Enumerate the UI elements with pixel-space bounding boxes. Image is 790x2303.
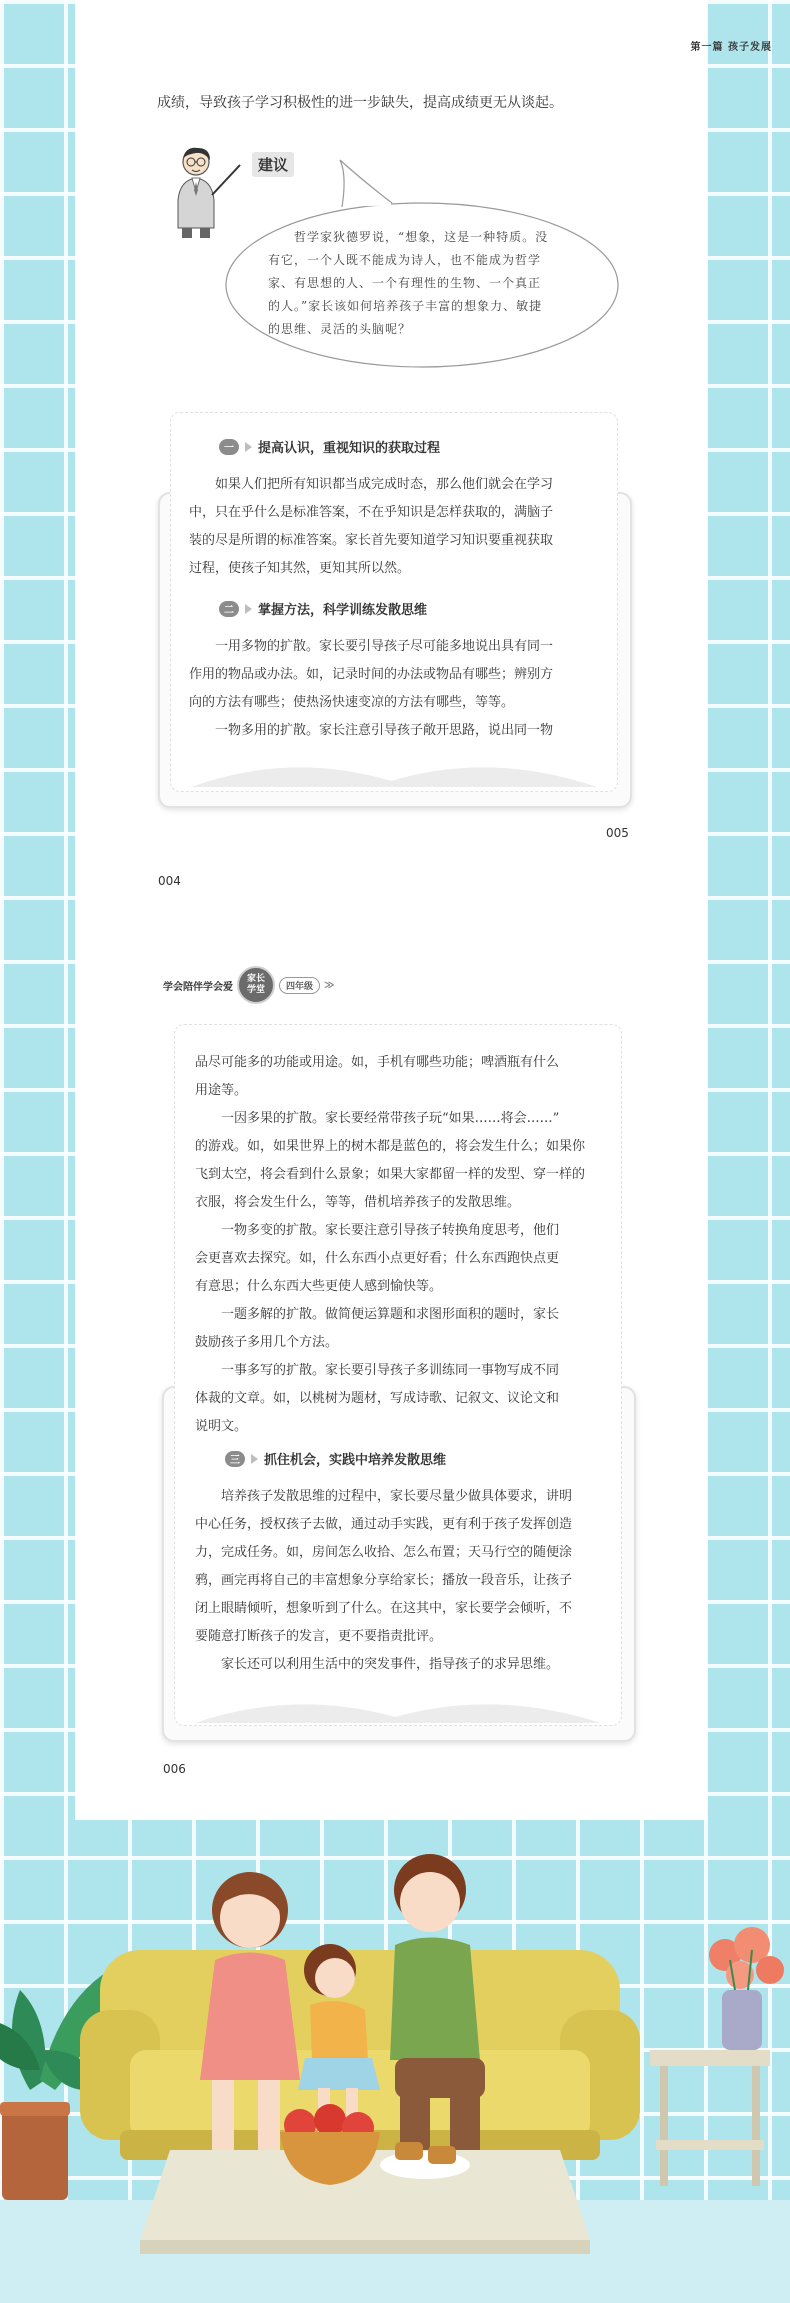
- section-title: 抓住机会，实践中培养发散思维: [264, 1453, 447, 1468]
- badge-line: 学堂: [246, 985, 265, 995]
- page-number-005: 005: [606, 826, 629, 840]
- page-number-004: 004: [158, 874, 181, 888]
- quote-line: 哲学家狄德罗说，“想象，这是一种特质。没: [294, 230, 549, 244]
- section-heading-3: [225, 1449, 446, 1468]
- paragraph-line: 品尽可能多的功能或用途。如，手机有哪些功能；啤酒瓶有什么: [195, 1055, 560, 1070]
- paragraph-line: 要随意打断孩子的发言，更不要指责批评。: [195, 1629, 443, 1644]
- quote-line: 家、有思想的人、一个有理性的生物、一个真正: [268, 276, 542, 290]
- series-title: 学会陪伴学会爱: [163, 981, 233, 993]
- paragraph-line: 用途等。: [195, 1083, 248, 1098]
- chapter-header: 第一篇 孩子发展: [690, 42, 772, 53]
- paragraph-line: 会更喜欢去探究。如，什么东西小点更好看；什么东西跑快点更: [195, 1251, 560, 1266]
- paragraph-line: 作用的物品或办法。如，记录时间的办法或物品有哪些；辨别方: [189, 667, 554, 682]
- paragraph-line: 家长还可以利用生活中的突发事件，指导孩子的求异思维。: [221, 1657, 560, 1672]
- section-number-badge: 一: [219, 439, 239, 455]
- paragraph-line: 的游戏。如，如果世界上的树木都是蓝色的，将会发生什么；如果你: [195, 1139, 586, 1154]
- triangle-arrow-icon: [251, 1454, 258, 1464]
- section-title: 提高认识，重视知识的获取过程: [258, 441, 441, 456]
- section-title: 掌握方法，科学训练发散思维: [258, 603, 428, 618]
- paragraph-line: 飞到太空，将会看到什么景象；如果大家都留一样的发型、穿一样的: [195, 1167, 586, 1182]
- paragraph-line: 闭上眼睛倾听，想象听到了什么。在这其中，家长要学会倾听，不: [195, 1601, 573, 1616]
- advice-label: 建议: [252, 152, 294, 177]
- paragraph-line: 鼓励孩子多用几个方法。: [195, 1335, 339, 1350]
- triangle-arrow-icon: [245, 604, 252, 614]
- paragraph-line: 中心任务，授权孩子去做，通过动手实践，更有利于孩子发挥创造: [195, 1517, 573, 1532]
- quote-line: 的思维、灵活的头脑呢？: [268, 322, 412, 336]
- book-box-1: [170, 412, 618, 792]
- intro-line: 成绩，导致孩子学习积极性的进一步缺失，提高成绩更无从谈起。: [157, 95, 563, 111]
- parent-school-badge: [237, 966, 275, 1004]
- open-book-pages-decoration: [191, 751, 597, 787]
- paragraph-line: 向的方法有哪些；使热汤快速变凉的方法有哪些，等等。: [189, 695, 515, 710]
- paragraph-line: 一物多用的扩散。家长注意引导孩子敞开思路，说出同一物: [215, 723, 554, 738]
- paragraph-line: 培养孩子发散思维的过程中，家长要尽量少做具体要求，讲明: [221, 1489, 573, 1504]
- paragraph-line: 衣服，将会发生什么，等等，借机培养孩子的发散思维。: [195, 1195, 521, 1210]
- paragraph-line: 一事多写的扩散。家长要引导孩子多训练同一事物写成不同: [221, 1363, 560, 1378]
- paragraph-line: 一用多物的扩散。家长要引导孩子尽可能多地说出具有同一: [215, 639, 554, 654]
- advice-quote: [268, 226, 598, 341]
- page-number-006: 006: [163, 1762, 186, 1776]
- quote-line: 的人。”家长该如何培养孩子丰富的想象力、敏捷: [268, 299, 543, 313]
- section-number-badge: 二: [219, 601, 239, 617]
- section-heading-1: [219, 437, 440, 456]
- paragraph-line: 有意思；什么东西大些更使人感到愉快等。: [195, 1279, 443, 1294]
- paragraph-line: 装的尽是所谓的标准答案。家长首先要知道学习知识要重视获取: [189, 533, 554, 548]
- paragraph-line: 力，完成任务。如，房间怎么收拾、怎么布置；天马行空的随便涂: [195, 1545, 573, 1560]
- paragraph-line: 如果人们把所有知识都当成完成时态，那么他们就会在学习: [215, 477, 554, 492]
- quote-line: 有它，一个人既不能成为诗人，也不能成为哲学: [268, 253, 542, 267]
- badge-line: 家长: [246, 974, 265, 984]
- paragraph-line: 体裁的文章。如，以桃树为题材，写成诗歌、记叙文、议论文和: [195, 1391, 560, 1406]
- book-box-2: [174, 1024, 622, 1726]
- side-table-with-flowers: [650, 1927, 784, 2186]
- section-3-body: [195, 1483, 605, 1679]
- triangle-arrow-icon: [245, 442, 252, 452]
- section-1-body: [189, 471, 599, 583]
- paragraph-line: 中，只在乎什么是标准答案，不在乎知识是怎样获取的，满脑子: [189, 505, 554, 520]
- section-2-body: [189, 633, 599, 745]
- family-illustration: [0, 1820, 790, 2303]
- section-number-badge: 三: [225, 1451, 245, 1467]
- open-book-pages-decoration: [195, 1689, 601, 1723]
- paragraph-line: 一题多解的扩散。做简便运算题和求图形面积的题时，家长: [221, 1307, 560, 1322]
- double-chevron-icon: ≫: [324, 979, 335, 991]
- paragraph-line: 一因多果的扩散。家长要经常带孩子玩“如果……将会……”: [221, 1111, 560, 1126]
- section-heading-2: [219, 599, 427, 618]
- box-2-body-a: [195, 1049, 605, 1441]
- paragraph-line: 鸦，画完再将自己的丰富想象分享给家长；播放一段音乐，让孩子: [195, 1573, 573, 1588]
- paragraph-line: 过程，使孩子知其然，更知其所以然。: [189, 561, 411, 576]
- series-header: [163, 966, 334, 1004]
- grade-pill: 四年级: [279, 977, 320, 994]
- paragraph-line: 说明文。: [195, 1419, 248, 1434]
- paragraph-line: 一物多变的扩散。家长要注意引导孩子转换角度思考，他们: [221, 1223, 560, 1238]
